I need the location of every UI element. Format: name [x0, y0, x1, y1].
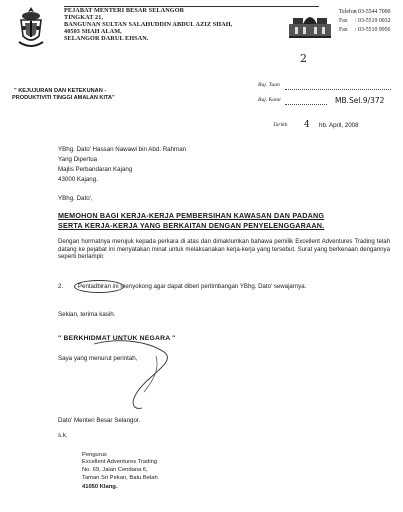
fax-value-1: : 03-5519 0032 — [355, 18, 391, 24]
subject-line-2: SERTA KERJA-KERJA YANG BERKAITAN DENGAN PENYELENGGARAAN. — [58, 221, 325, 230]
paragraph-2-number: 2. — [58, 283, 64, 290]
cc-label: s.k. — [58, 432, 68, 439]
motto-line-2: PRODUKTIVITI TINGGI AMALAN KITA" — [12, 95, 115, 101]
handwritten-mark: 2 — [300, 52, 307, 65]
state-building-emblem — [287, 10, 333, 40]
closing-thanks: Sekian, terima kasih. — [58, 311, 116, 318]
office-name: PEJABAT MENTERI BESAR SELANGOR — [64, 7, 185, 14]
paragraph-2-text: Pentadbiran ini menyokong agar dapat diberi pertimbangan YBhg. Dato' sewajarnya. — [78, 283, 307, 290]
selangor-crest-logo — [16, 6, 46, 50]
cc-recipient-line-3: No. 69, Jalan Cendana 6, — [82, 467, 148, 473]
cc-recipient-line-5: 41050 Klang. — [82, 484, 118, 490]
fax-value-2: : 03-5510 9956 — [355, 27, 391, 33]
cc-recipient-line-2: Excellent Adventures Trading — [82, 459, 158, 465]
ref-tuan-label: Ruj. Tuan — [258, 82, 280, 88]
signatory-title: Dato' Menteri Besar Selangor. — [58, 417, 141, 424]
fax-label-1: Fax — [339, 18, 348, 24]
cc-recipient-line-1: Pengurus — [82, 452, 107, 458]
handwritten-circle-mark — [74, 280, 124, 293]
recipient-organisation: Majlis Perbandaran Kajang — [58, 166, 133, 173]
recipient-address: 43000 Kajang. — [58, 176, 98, 183]
motto-line-1: " KEJUJURAN DAN KETEKUNAN - — [14, 88, 107, 94]
cc-recipient-line-4: Taman Sri Pekan, Batu Belah — [82, 475, 158, 481]
date-label: Tarikh — [273, 122, 288, 128]
date-rest: hb. April, 2008 — [319, 122, 359, 129]
recipient-name: YBhg. Dato' Hassan Nawawi bin Abd. Rahman — [58, 146, 187, 153]
office-state: SELANGOR DARUL EHSAN. — [64, 35, 149, 42]
telephone-label: Telefon — [339, 9, 357, 15]
fax-label-2: Fax — [339, 27, 348, 33]
ref-kami-line — [285, 104, 327, 105]
closing-obey: Saya yang menurut perintah, — [58, 355, 138, 362]
ref-kami-label: Ruj. Kami — [258, 97, 281, 103]
office-floor: TINGKAT 21, — [64, 14, 104, 21]
date-day: 4 — [304, 120, 310, 130]
ref-kami-value: MB.Sel.9/372 — [335, 96, 385, 105]
salutation: YBhg. Dato', — [58, 195, 93, 202]
telephone-value: : 03-5544 7000 — [355, 9, 391, 15]
subject-line-1: MEMOHON BAGI KERJA-KERJA PEMBERSIHAN KAWASAN DAN PADANG — [58, 211, 325, 220]
office-building: BANGUNAN SULTAN SALAHUDDIN ABDUL AZIZ SHAH, — [64, 21, 233, 28]
paragraph-1: Dengan hormatnya merujuk kepada perkara di atas dan dimaklumkan bahawa pemilik Excellent Adventures Trading telah datang ke pejabat ini menyatakan minat untuk melaksanakan kerja-kerja yang tersebut. Surat yang berkenaan dengannya seperti berlampir. — [58, 238, 390, 261]
handwritten-signature — [86, 336, 196, 416]
ref-tuan-line — [285, 89, 391, 90]
office-postcode-city: 40503 SHAH ALAM, — [64, 28, 122, 35]
recipient-title: Yang Dipertua — [58, 156, 98, 163]
closing-slogan: " BERKHIDMAT UNTUK NEGARA " — [58, 335, 176, 342]
